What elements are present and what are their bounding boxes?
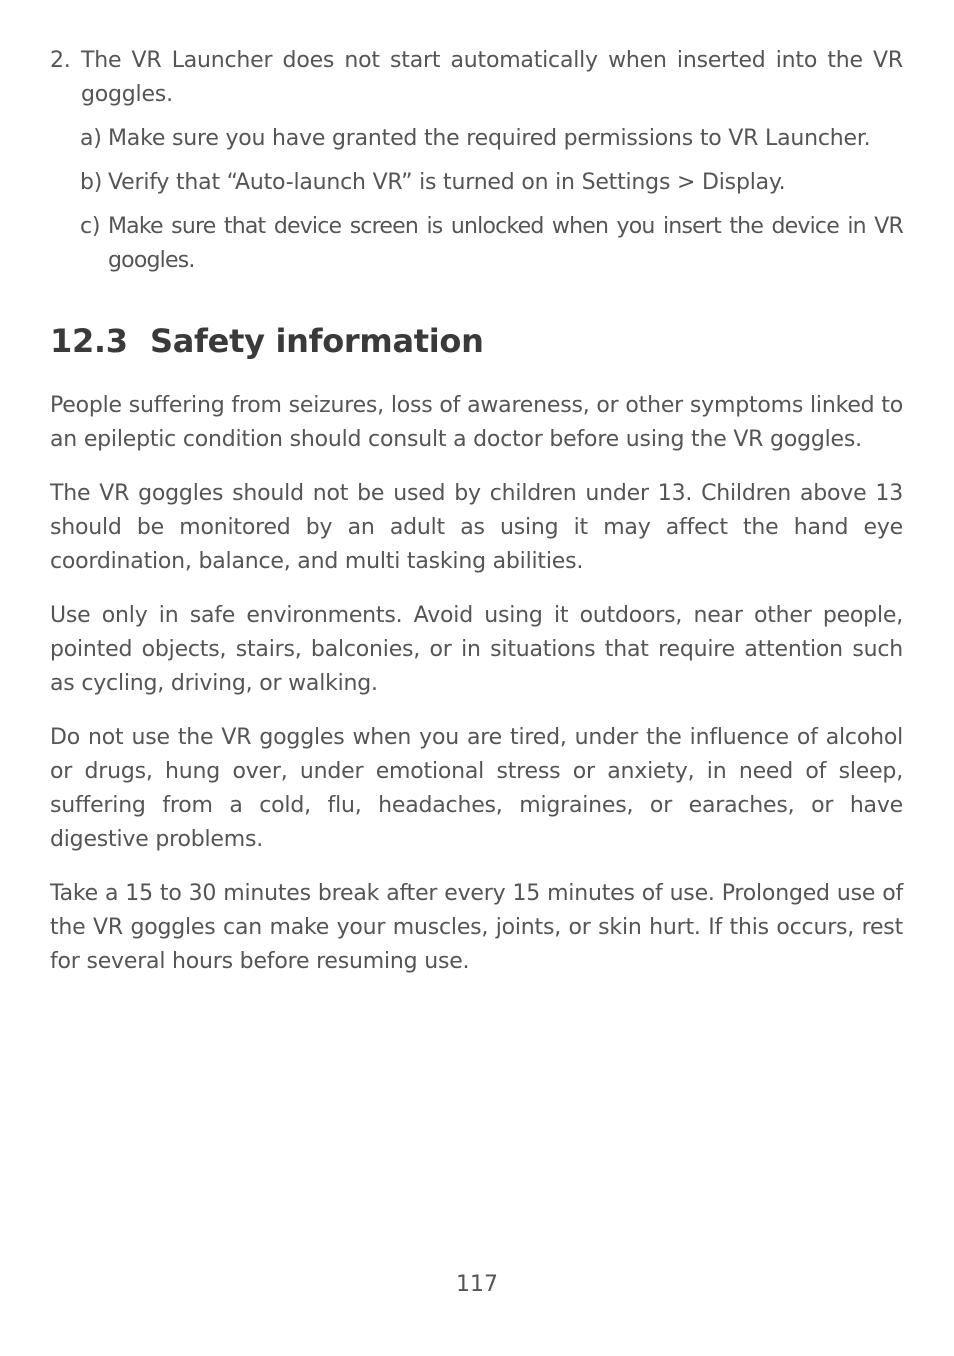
list-marker: 2. (50, 48, 71, 73)
paragraph-condition: Do not use the VR goggles when you are tired, under the influence of alcohol or drugs, hung over, under emotional stress or anxiety, in need of sleep, suffering from a cold, flu, headaches, migraines, or earaches, or have digestive problems. (50, 724, 903, 852)
sub-item-b (50, 166, 903, 200)
sub-item-a (50, 122, 903, 156)
list-item-2 (50, 44, 903, 112)
paragraph-breaks: Take a 15 to 30 minutes break after every 15 minutes of use. Prolonged use of the VR goggles can make your muscles, joints, or skin hurt. If this occurs, rest for several hours before resuming use. (50, 880, 903, 974)
paragraph-environment: Use only in safe environments. Avoid using it outdoors, near other people, pointed objects, stairs, balconies, or in situations that require attention such as cycling, driving, or walking. (50, 602, 903, 696)
section-number: 12.3 (50, 322, 128, 360)
sub-item-text: Verify that “Auto-launch VR” is turned on in Settings > Display. (108, 170, 786, 195)
section-heading (50, 320, 903, 362)
section-title: Safety information (150, 322, 484, 360)
page-number: 117 (456, 1272, 498, 1297)
page-content (50, 44, 903, 979)
paragraph-seizures: People suffering from seizures, loss of awareness, or other symptoms linked to an epileptic condition should consult a doctor before using the VR goggles. (50, 392, 903, 452)
sub-item-text: Make sure you have granted the required permissions to VR Launcher. (108, 126, 871, 151)
sub-item-marker: a) (80, 126, 102, 151)
sub-item-text: Make sure that device screen is unlocked when you insert the device in VR googles. (108, 214, 903, 273)
paragraph-children: The VR goggles should not be used by children under 13. Children above 13 should be monitored by an adult as using it may affect the hand eye coordination, balance, and multi tasking abilities. (50, 480, 903, 574)
sub-item-marker: c) (80, 214, 101, 239)
sub-item-marker: b) (80, 170, 103, 195)
sub-item-c (50, 210, 903, 278)
list-item-text: The VR Launcher does not start automatically when inserted into the VR goggles. (81, 48, 903, 107)
